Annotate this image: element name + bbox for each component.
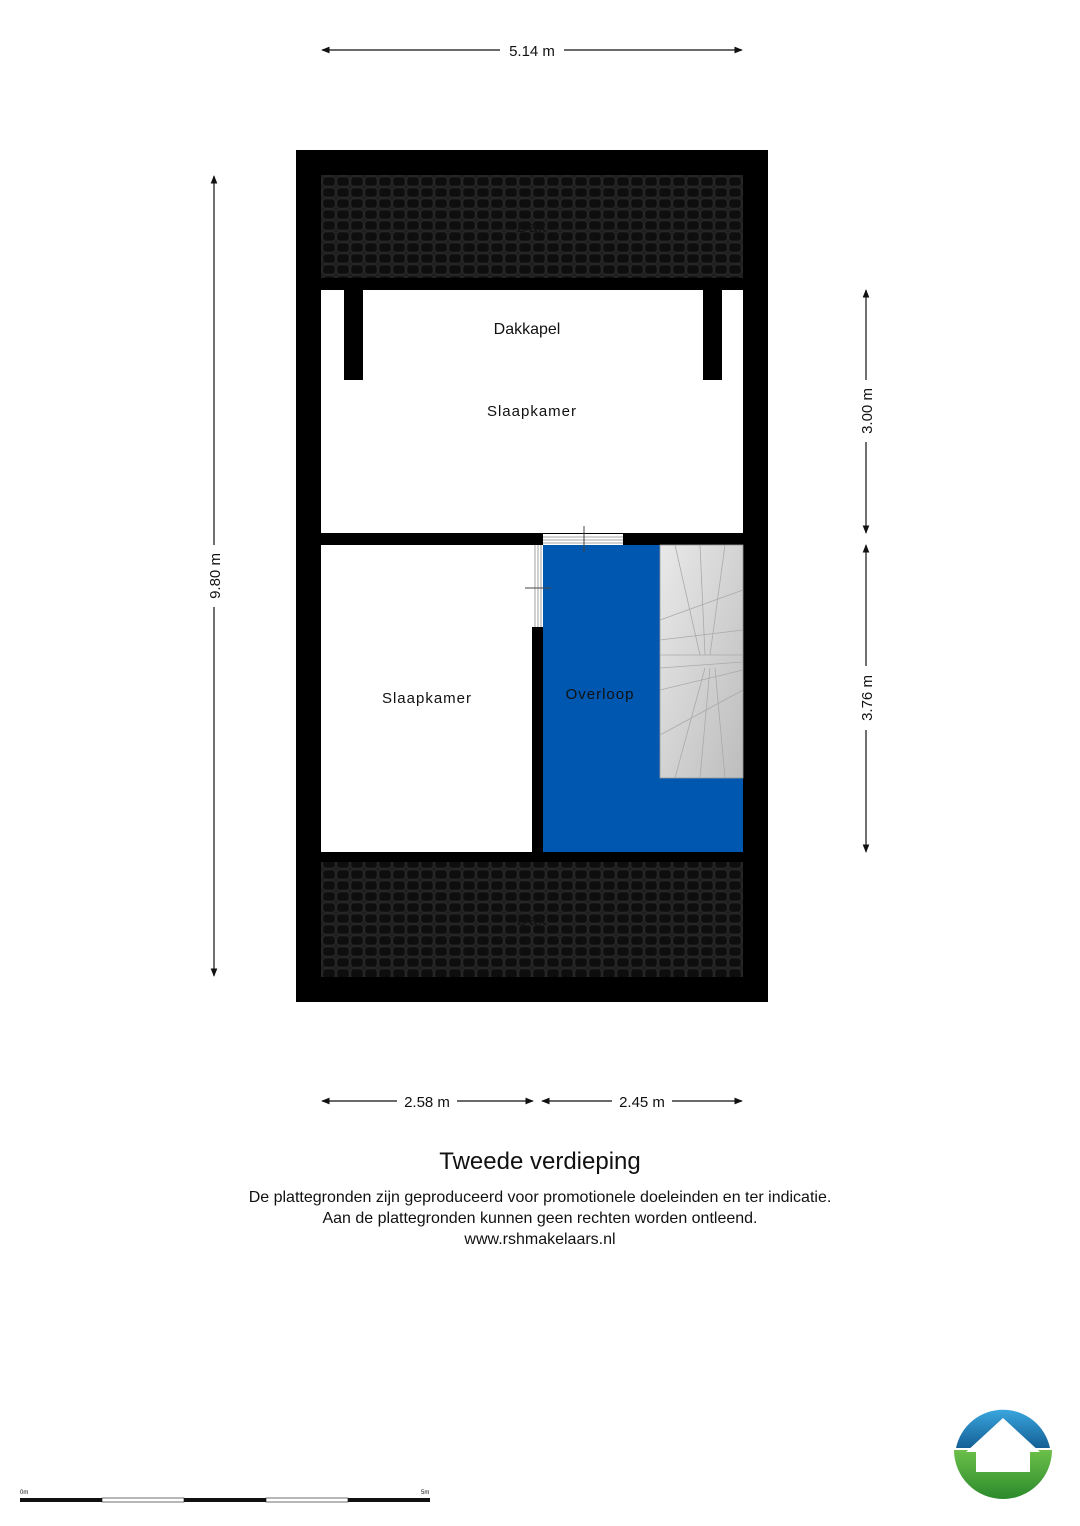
roof-top-label: Dak bbox=[517, 219, 547, 236]
dimension-left-label: 9.80 m bbox=[207, 553, 224, 599]
dimension-top-label: 5.14 m bbox=[509, 43, 555, 60]
dimension-right-upper bbox=[859, 290, 876, 533]
dormer-wall-right bbox=[703, 290, 722, 380]
landing-label: Overloop bbox=[565, 686, 635, 703]
dimension-right-upper-label: 3.00 m bbox=[859, 388, 876, 434]
dormer-label: Dakkapel bbox=[493, 321, 561, 338]
dimension-bottom-left bbox=[322, 1094, 533, 1111]
scale-bar-end-label: 5m bbox=[421, 1490, 430, 1496]
bedroom-left-label: Slaapkamer bbox=[381, 690, 473, 707]
website-link[interactable]: www.rshmakelaars.nl bbox=[464, 1231, 616, 1248]
staircase bbox=[660, 545, 743, 778]
dimension-right-lower bbox=[859, 545, 876, 852]
scale-bar-start-label: 0m bbox=[20, 1490, 29, 1496]
dimension-bottom-left-label: 2.58 m bbox=[404, 1094, 450, 1111]
dormer-wall-left bbox=[344, 290, 363, 380]
disclaimer-line-2: Aan de plattegronden kunnen geen rechten worden ontleend. bbox=[322, 1210, 758, 1227]
bedroom-top-label: Slaapkamer bbox=[486, 403, 578, 420]
roof-bottom-label: Dak bbox=[517, 912, 547, 929]
dimension-left bbox=[207, 176, 224, 976]
dimension-top bbox=[322, 43, 742, 60]
dimension-bottom-right bbox=[542, 1094, 742, 1111]
dimension-bottom-right-label: 2.45 m bbox=[619, 1094, 665, 1111]
scale-bar bbox=[20, 1490, 430, 1502]
floor-title: Tweede verdieping bbox=[439, 1148, 641, 1175]
rsh-house-logo-icon bbox=[954, 1392, 1052, 1499]
disclaimer-line-1: De plattegronden zijn geproduceerd voor promotionele doeleinden en ter indicatie. bbox=[248, 1189, 832, 1206]
dimension-right-lower-label: 3.76 m bbox=[859, 675, 876, 721]
